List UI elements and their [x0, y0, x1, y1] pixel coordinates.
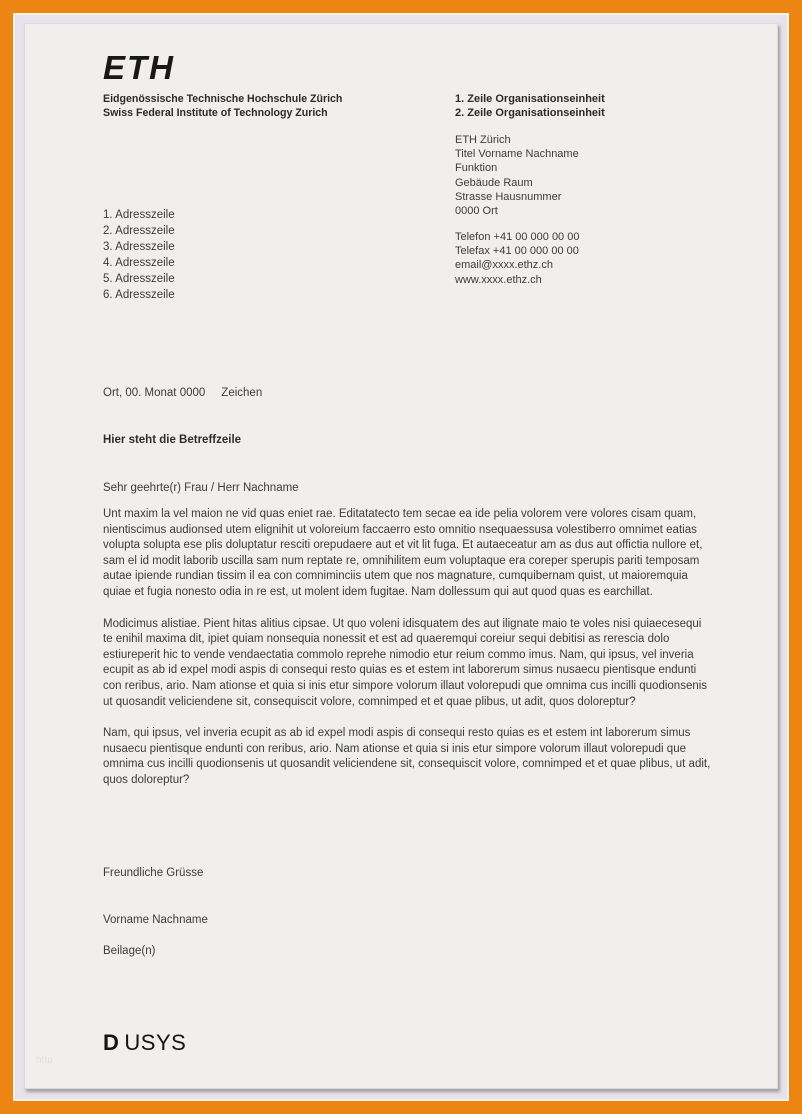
- reference: Zeichen: [221, 387, 263, 399]
- address-line-1: 1. Adresszeile: [103, 209, 175, 221]
- sender-email: email@xxxx.ethz.ch: [455, 259, 553, 272]
- body-paragraph-3: Nam, qui ipsus, vel inveria ecupit as ab id expel modi aspis di consequi resto quias es et estem int laborerum simus nusaecu pientisque endunti con reribus, ario. Nam ationse et quia si inis etur simpore volorum illaut volorepudi que omnima cus incilli quodionsenis ut quosandit veliciendene sit, consequiscit volore, comnimped et et quae plibus, ut adit, quos doloreptur?: [103, 727, 711, 786]
- date-place: Ort, 00. Monat 0000: [103, 387, 206, 399]
- org-unit-block: [455, 92, 605, 120]
- address-line-4: 4. Adresszeile: [103, 256, 175, 269]
- org-name-de: Eidgenössische Technische Hochschule Zürich: [103, 93, 343, 105]
- signature-name: Vorname Nachname: [103, 914, 208, 926]
- date-reference-line: [103, 387, 262, 399]
- institution-names: [103, 92, 342, 120]
- watermark: http: [36, 1055, 53, 1066]
- org-unit-line-2: 2. Zeile Organisationseinheit: [455, 107, 605, 119]
- sender-org: ETH Zürich: [455, 134, 511, 146]
- sender-building-room: Gebäude Raum: [455, 176, 533, 189]
- sender-street: Strasse Hausnummer: [455, 190, 562, 203]
- sender-phone: Telefon +41 00 000 00 00: [455, 231, 580, 243]
- org-unit-line-1: 1. Zeile Organisationseinheit: [455, 93, 605, 105]
- address-line-6: 6. Adresszeile: [103, 288, 175, 301]
- salutation: Sehr geehrte(r) Frau / Herr Nachname: [103, 482, 299, 494]
- department-logo: [103, 1030, 186, 1056]
- sender-city: 0000 Ort: [455, 205, 498, 218]
- department-logo-d: D: [103, 1030, 120, 1055]
- sender-comm-block: [455, 230, 579, 287]
- eth-logo: ETH: [103, 48, 175, 87]
- address-line-5: 5. Adresszeile: [103, 272, 175, 285]
- subject-line: Hier steht die Betreffzeile: [103, 434, 242, 446]
- address-line-3: 3. Adresszeile: [103, 240, 175, 253]
- letter-page: [24, 23, 778, 1089]
- body-paragraph-2: Modicimus alistiae. Pient hitas alitius cipsae. Ut quo voleni idisquatem des aut ilignate maio te voles nisi quiaecesequi te enihil maxima dit, ipiet quiam nonsequia nonessit et est ad quaeremqui coreiur sequi debitisi as rerescia dolo estiureperit hic to vende vendaectatia commolo reprehe nimodio etur reium commo imus. Nam, qui ipsus, vel inveria ecupit as ab id expel modi aspis di consequi resto quias es et estem int laborerum simus nusaecu pientisque endunti con reribus, ario. Nam ationse et quia si inis etur simpore volorum illaut volorepudi que omnima cus incilli quodionsenis ut quosandit veliciendene sit, consequiscit volore, comnimped et et quae plibus, ut adit, quos doloreptur?: [103, 617, 708, 708]
- enclosure-note: Beilage(n): [103, 945, 156, 957]
- sender-fax: Telefax +41 00 000 00 00: [455, 245, 579, 258]
- sender-function: Funktion: [455, 162, 498, 175]
- sender-name: Titel Vorname Nachname: [455, 148, 579, 161]
- org-name-en: Swiss Federal Institute of Technology Zurich: [103, 107, 328, 119]
- department-logo-usys: USYS: [124, 1030, 187, 1055]
- letter-body: [103, 507, 711, 805]
- sender-website: www.xxxx.ethz.ch: [455, 273, 542, 286]
- closing: Freundliche Grüsse: [103, 867, 204, 879]
- address-line-2: 2. Adresszeile: [103, 224, 175, 237]
- body-paragraph-1: Unt maxim la vel maion ne vid quas eniet rae. Editatatecto tem secae ea ide pelia volorem vere volores cisam quam, nientiscimus audionsed utem elignihit ut voloreium faccaerro esto omnitio nsequaessusa volestiberro omnimet eatias volupta solupta ese plis doluptatur resciti orepudaere aut et vit lit fuga. Et autaeceatur am as dus aut offictia nullore et, sam el id modit laborib uscilla sam num reptate re, omnihilitem eum voluptaque era coreper sperupis pariti temposam autae ipiende rundian tissim il ea con comniminciis utem que nos magnature, cumquibernam quist, ut maioremquia quiae et fugia nonesto odia in re est, ut molent idem fugitae. Nam dollessum qui aut quod quas es earchillat.: [103, 508, 703, 598]
- recipient-address-block: [103, 208, 175, 303]
- sender-contact-block: [455, 133, 579, 218]
